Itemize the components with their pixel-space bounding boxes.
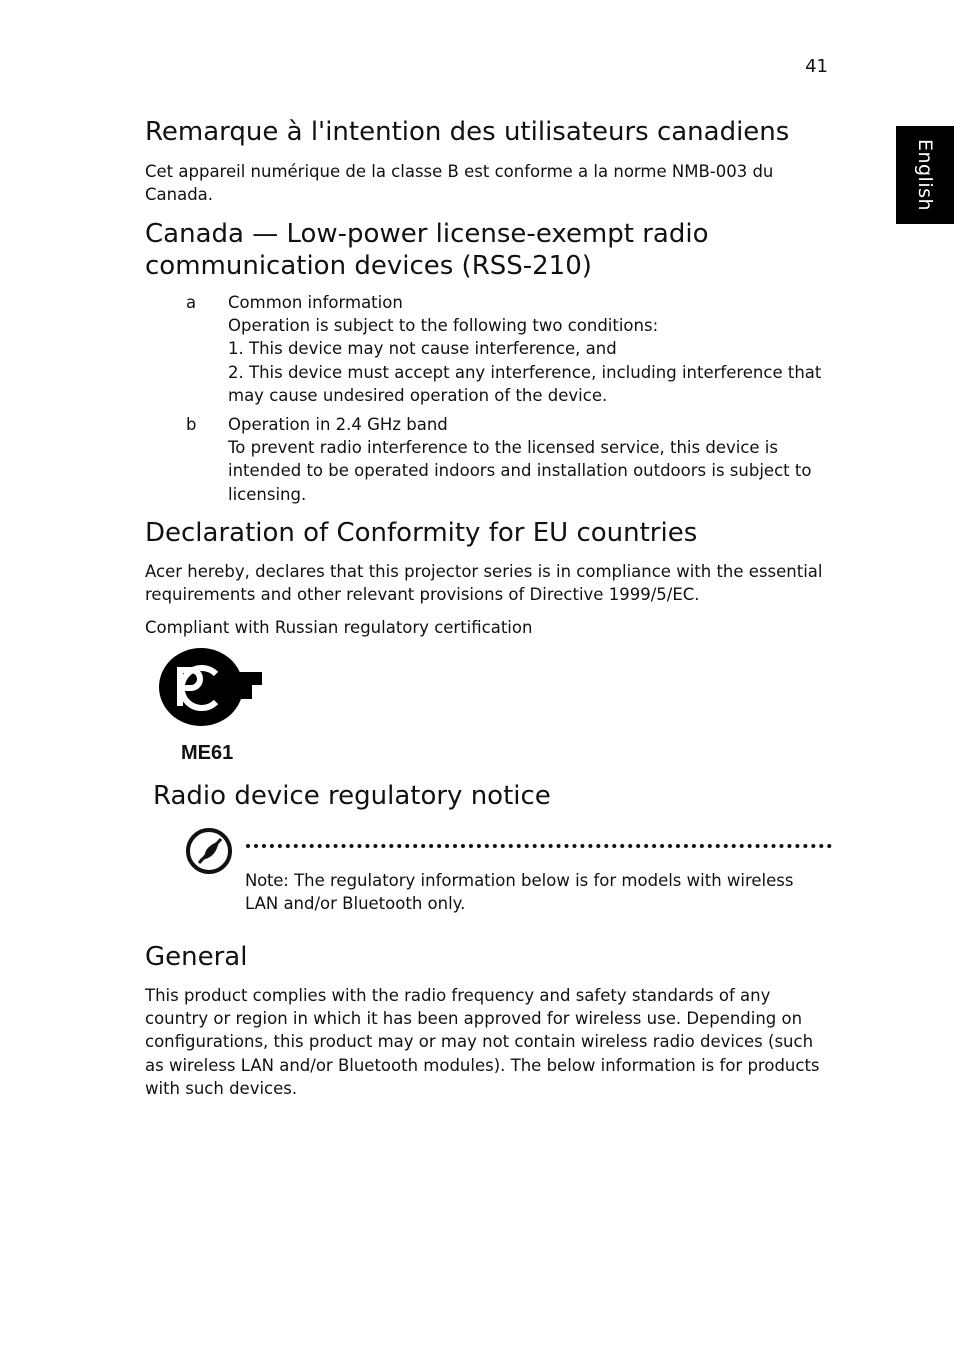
general-text: This product complies with the radio frequency and safety standards of any country or region in which it has been approved for wireless use. Depending on configurations, this product may or may not contain wireless radio devices (such as wireless LAN and/or Bluetooth modules). The below information is for products with such devices.	[145, 986, 820, 1098]
conformity-text: Acer hereby, declares that this projector series is in compliance with the essential requirements and other relevant provisions of Directive 1999/5/EC.	[145, 562, 823, 605]
section-heading-general: General	[145, 942, 248, 972]
list-item-a-line: 1. This device may not cause interference, and	[228, 339, 617, 359]
certification-code: ME61	[181, 742, 234, 764]
page-number: 41	[805, 56, 828, 77]
list-item-b-line: To prevent radio interference to the licensed service, this device is intended to be operated indoors and installation outdoors is subject to licensing.	[228, 438, 812, 504]
russian-certification-text: Compliant with Russian regulatory certification	[145, 618, 533, 637]
note-text	[245, 869, 825, 915]
list-item-b-line: Operation in 2.4 GHz band	[228, 415, 448, 434]
language-tab-label: English	[914, 138, 936, 212]
section-heading-radio: Radio device regulatory notice	[153, 781, 551, 811]
list-item-a-line: Operation is subject to the following two conditions:	[228, 316, 659, 336]
list-item-b	[228, 413, 848, 506]
remarque-text: Cet appareil numérique de la classe B est conforme a la norme NMB-003 du Canada.	[145, 162, 774, 205]
section-heading-remarque: Remarque à l'intention des utilisateurs canadiens	[145, 117, 790, 147]
list-item-a-line: 2. This device must accept any interference, including interference that may cause undesired operation of the device.	[228, 362, 822, 405]
list-letter-b: b	[186, 415, 197, 434]
note-label: Note	[245, 871, 284, 890]
language-tab	[896, 126, 954, 224]
list-letter-a: a	[186, 293, 197, 312]
list-item-a-line: Common information	[228, 293, 403, 312]
note-body: : The regulatory information below is for models with wireless LAN and/or Bluetooth only.	[245, 871, 794, 914]
note-icon	[185, 827, 233, 875]
section-heading-canada: Canada — Low-power license-exempt radio communication devices (RSS-210)	[145, 219, 709, 281]
list-item-a	[228, 291, 848, 407]
pct-certification-logo	[158, 646, 264, 730]
note-divider	[246, 844, 832, 854]
section-heading-conformity: Declaration of Conformity for EU countries	[145, 518, 698, 548]
